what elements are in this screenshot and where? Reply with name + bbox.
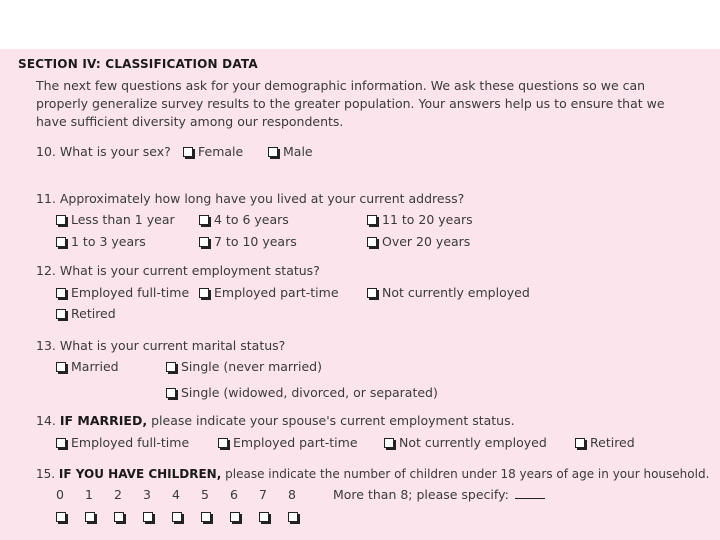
q13-option-married[interactable] (56, 359, 119, 375)
q12-question (36, 263, 320, 279)
checkbox[interactable] (56, 288, 66, 298)
q14-option-employed-full-time[interactable] (56, 435, 189, 451)
q15-checkbox-4[interactable] (172, 512, 182, 522)
option-label: Employed full-time (71, 435, 190, 450)
q15-more-than-8 (333, 487, 545, 503)
q14-option-not-currently-employed[interactable] (384, 435, 547, 451)
q11-question (36, 191, 464, 207)
q11-number: 11. (36, 191, 56, 206)
checkbox[interactable] (367, 237, 377, 247)
checkbox[interactable] (199, 288, 209, 298)
q15-number-label: 4 (172, 487, 180, 502)
q15-number-label: 0 (56, 487, 64, 502)
q15-question (36, 466, 709, 482)
q13-option-single-never-married[interactable] (166, 359, 322, 375)
checkbox[interactable] (575, 438, 585, 448)
q11-option-over-20-years[interactable] (367, 234, 470, 250)
option-label: Employed part-time (233, 435, 358, 450)
checkbox[interactable] (183, 147, 193, 157)
q12-option-not-currently-employed[interactable] (367, 285, 530, 301)
checkbox[interactable] (56, 362, 66, 372)
q10-option-male[interactable] (268, 144, 313, 160)
q15-checkbox-5[interactable] (201, 512, 211, 522)
option-label: Male (283, 144, 313, 159)
checkbox[interactable] (384, 438, 394, 448)
q12-option-employed-full-time[interactable] (56, 285, 189, 301)
q15-number: 15. (36, 467, 56, 481)
q15-number-label: 3 (143, 487, 151, 502)
option-label: Married (71, 359, 119, 374)
checkbox[interactable] (367, 215, 377, 225)
option-label: 1 to 3 years (71, 234, 146, 249)
section-title: SECTION IV: CLASSIFICATION DATA (18, 57, 258, 71)
intro-text: The next few questions ask for your demographic information. We ask these questions so we can properly generalize survey results to the greater population. Your answers help us to ensure that we have sufficient diversity among our respondents. (36, 78, 665, 129)
q11-option-7-to-10-years[interactable] (199, 234, 297, 250)
option-label: Retired (71, 306, 116, 321)
q10-text: What is your sex? (59, 144, 171, 159)
q12-option-retired[interactable] (56, 306, 116, 322)
q14-text: please indicate your spouse's current employment status. (151, 413, 515, 428)
q15-checkbox-2[interactable] (114, 512, 124, 522)
option-label: Retired (590, 435, 635, 450)
q10-question (36, 144, 171, 160)
q15-number-label: 6 (230, 487, 238, 502)
q15-checkbox-8[interactable] (288, 512, 298, 522)
q15-condition: IF YOU HAVE CHILDREN, (58, 467, 222, 481)
checkbox[interactable] (56, 215, 66, 225)
q11-option-4-to-6-years[interactable] (199, 212, 289, 228)
q15-checkbox-0[interactable] (56, 512, 66, 522)
checkbox[interactable] (166, 362, 176, 372)
q14-option-retired[interactable] (575, 435, 635, 451)
checkbox[interactable] (199, 215, 209, 225)
checkbox[interactable] (268, 147, 278, 157)
q14-number: 14. (36, 413, 56, 428)
q14-question (36, 413, 515, 429)
q15-number-label: 5 (201, 487, 209, 502)
option-label: Less than 1 year (71, 212, 175, 227)
checkbox[interactable] (367, 288, 377, 298)
q13-text: What is your current marital status? (59, 338, 286, 353)
q15-checkbox-7[interactable] (259, 512, 269, 522)
checkbox[interactable] (56, 438, 66, 448)
option-label: 11 to 20 years (382, 212, 473, 227)
checkbox[interactable] (218, 438, 228, 448)
q13-number: 13. (36, 338, 56, 353)
q15-checkbox-3[interactable] (143, 512, 153, 522)
option-label: 7 to 10 years (214, 234, 297, 249)
q14-option-employed-part-time[interactable] (218, 435, 358, 451)
q13-question (36, 338, 285, 354)
q11-text: Approximately how long have you lived at your current address? (59, 191, 465, 206)
q12-text: What is your current employment status? (59, 263, 320, 278)
option-label: Single (widowed, divorced, or separated) (181, 385, 438, 400)
q13-option-single-widowed[interactable] (166, 385, 438, 401)
q15-checkbox-6[interactable] (230, 512, 240, 522)
checkbox[interactable] (166, 388, 176, 398)
q15-number-label: 7 (259, 487, 267, 502)
q15-more-label: More than 8; please specify: (333, 487, 509, 502)
checkbox[interactable] (199, 237, 209, 247)
q15-number-label: 8 (288, 487, 296, 502)
q14-condition: IF MARRIED, (59, 413, 148, 428)
option-label: Employed part-time (214, 285, 339, 300)
q15-checkbox-1[interactable] (85, 512, 95, 522)
q15-specify-field[interactable] (515, 487, 545, 499)
q15-text: please indicate the number of children under 18 years of age in your household. (225, 467, 710, 481)
q11-option-1-to-3-years[interactable] (56, 234, 146, 250)
q12-option-employed-part-time[interactable] (199, 285, 339, 301)
q10-option-female[interactable] (183, 144, 243, 160)
option-label: Not currently employed (399, 435, 547, 450)
checkbox[interactable] (56, 309, 66, 319)
option-label: Single (never married) (181, 359, 322, 374)
q11-option-less-than-1-year[interactable] (56, 212, 175, 228)
option-label: Employed full-time (71, 285, 190, 300)
option-label: Over 20 years (382, 234, 471, 249)
checkbox[interactable] (56, 237, 66, 247)
q12-number: 12. (36, 263, 56, 278)
q15-number-label: 2 (114, 487, 122, 502)
option-label: Female (198, 144, 244, 159)
option-label: 4 to 6 years (214, 212, 289, 227)
option-label: Not currently employed (382, 285, 530, 300)
q15-number-label: 1 (85, 487, 93, 502)
q10-number: 10. (36, 144, 56, 159)
q11-option-11-to-20-years[interactable] (367, 212, 473, 228)
